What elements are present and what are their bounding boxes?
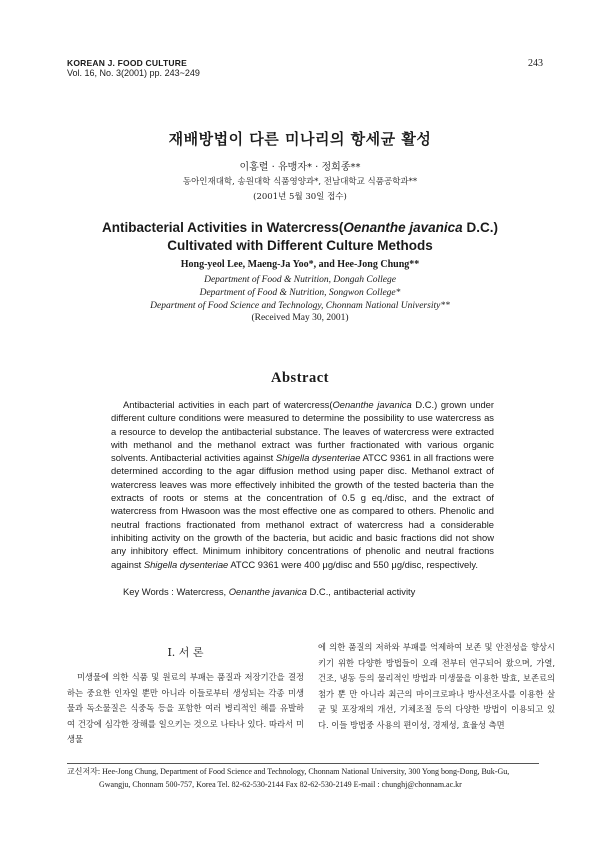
english-received-date: (Received May 30, 2001) <box>251 313 349 323</box>
affiliation-2: Department of Food & Nutrition, Songwon College* <box>199 288 401 298</box>
abstract-text-4: ATCC 9361 were 400 μg/disc and 550 μg/disc, respectively. <box>228 558 478 570</box>
abstract-text-3: ATCC 9361 in all fractions were determined according to the agar diffusion method using paper disc. Methanol extract of watercress leaves was more effectively inhibited the growth of the tested bacteria than the extracts of roots or stems at the concentration of 0.5 g eq./disc, and the extract of watercress from Hwasoon was the most effective one as compared to others. Phenolic and neutral fractions fractionated from methanol extract of watercress had a considerable inhibiting activity on the growth of the bacteria, but acidic and basic fractions did not show any inhibitory effect. Minimum inhibitory concentrations of phenolic and neutral fractions against <box>111 452 495 570</box>
english-title-part2: D.C.) <box>462 220 498 235</box>
keywords-label: Key Words : <box>123 586 177 597</box>
abstract-species-1: Oenanthe javanica <box>332 399 412 410</box>
corresponding-author-footer <box>67 766 547 791</box>
abstract-species-2: Shigella dysenteriae <box>275 452 361 464</box>
footer-divider <box>67 763 539 764</box>
korean-authors: 이홍렬 · 유맹자* · 정희종** <box>239 162 361 173</box>
section-title-introduction: I. 서 론 <box>167 646 204 659</box>
abstract-body <box>111 398 494 571</box>
korean-affiliations: 동아인재대학, 송원대학 식품영양과*, 전남대학교 식품공학과** <box>182 177 418 187</box>
intro-left-column: 미생물에 의한 식품 및 원료의 부패는 품질과 저장기간을 결정하는 중요한 인자일 뿐만 아니라 이들로부터 생성되는 각종 미생물과 독소물질은 식중독 등을 포함한 여러 병리적인 해를 유발하여 건강에 심각한 장해를 일으키는 것으로 나타나 있다. 따라서 미생물 <box>67 672 304 745</box>
abstract-species-3: Shigella dysenteriae <box>143 558 229 570</box>
english-affiliations <box>0 274 600 313</box>
korean-received-date: (2001년 5월 30일 접수) <box>253 192 347 202</box>
keywords-species: Oenanthe javanica <box>228 586 307 597</box>
journal-header <box>67 58 200 79</box>
keywords-text-1: Watercress, <box>176 586 229 597</box>
english-title-species: Oenanthe javanica <box>343 220 463 235</box>
keywords <box>123 586 415 597</box>
page-number: 243 <box>528 58 543 69</box>
journal-name: KOREAN J. FOOD CULTURE <box>67 58 187 68</box>
english-title-line1 <box>0 219 600 237</box>
english-title <box>0 219 600 255</box>
footer-line-1: 교신저자: Hee-Jong Chung, Department of Food Science and Technology, Chonnam National University, 300 Yong bong-Dong, Buk-Gu, <box>67 767 510 776</box>
abstract-text-1: Antibacterial activities in each part of watercress( <box>123 399 333 410</box>
affiliation-1: Department of Food & Nutrition, Dongah College <box>204 275 396 285</box>
korean-title: 재배방법이 다른 미나리의 항세균 활성 <box>168 130 432 148</box>
volume-info: Vol. 16, No. 3(2001) pp. 243~249 <box>67 68 200 79</box>
abstract-text-2: D.C.) grown under different culture conditions were measured to determine the possibility to use watercress as a resource to develop the antibacterial substance. The leaves of watercress were extracted with methanol and the methanol extract was further fractionated with various organic solvents. Antibacterial activities against <box>111 399 495 464</box>
intro-right-column: 에 의한 품질의 저하와 부패를 억제하여 보존 및 안전성을 향상시키기 위한 다양한 방법들이 오래 전부터 연구되어 왔으며, 가열, 건조, 냉동 등의 물리적인 방법과 미생물을 이용한 발효, 보존료의 첨가 뿐 만 아니라 최근의 마이크로파나 방사선조사를 이용한 살균 및 포장재의 개선, 기체조절 등의 다양한 방법이 이용되고 있다. 이들 방법중 사용의 편이성, 경제성, 효율성 측면 <box>318 642 555 730</box>
affiliation-3: Department of Food Science and Technology, Chonnam National University** <box>150 301 450 311</box>
english-authors: Hong-yeol Lee, Maeng-Ja Yoo*, and Hee-Jong Chung** <box>180 259 420 270</box>
english-title-part1: Antibacterial Activities in Watercress( <box>102 220 344 235</box>
abstract-heading: Abstract <box>271 370 329 386</box>
footer-line-2: Gwangju, Chonnam 500-757, Korea Tel. 82-62-530-2144 Fax 82-62-530-2149 E-mail : chunghj@chonnam.ac.kr <box>99 779 462 789</box>
english-title-line2: Cultivated with Different Culture Methods <box>167 238 433 253</box>
keywords-text-2: D.C., antibacterial activity <box>306 586 416 597</box>
